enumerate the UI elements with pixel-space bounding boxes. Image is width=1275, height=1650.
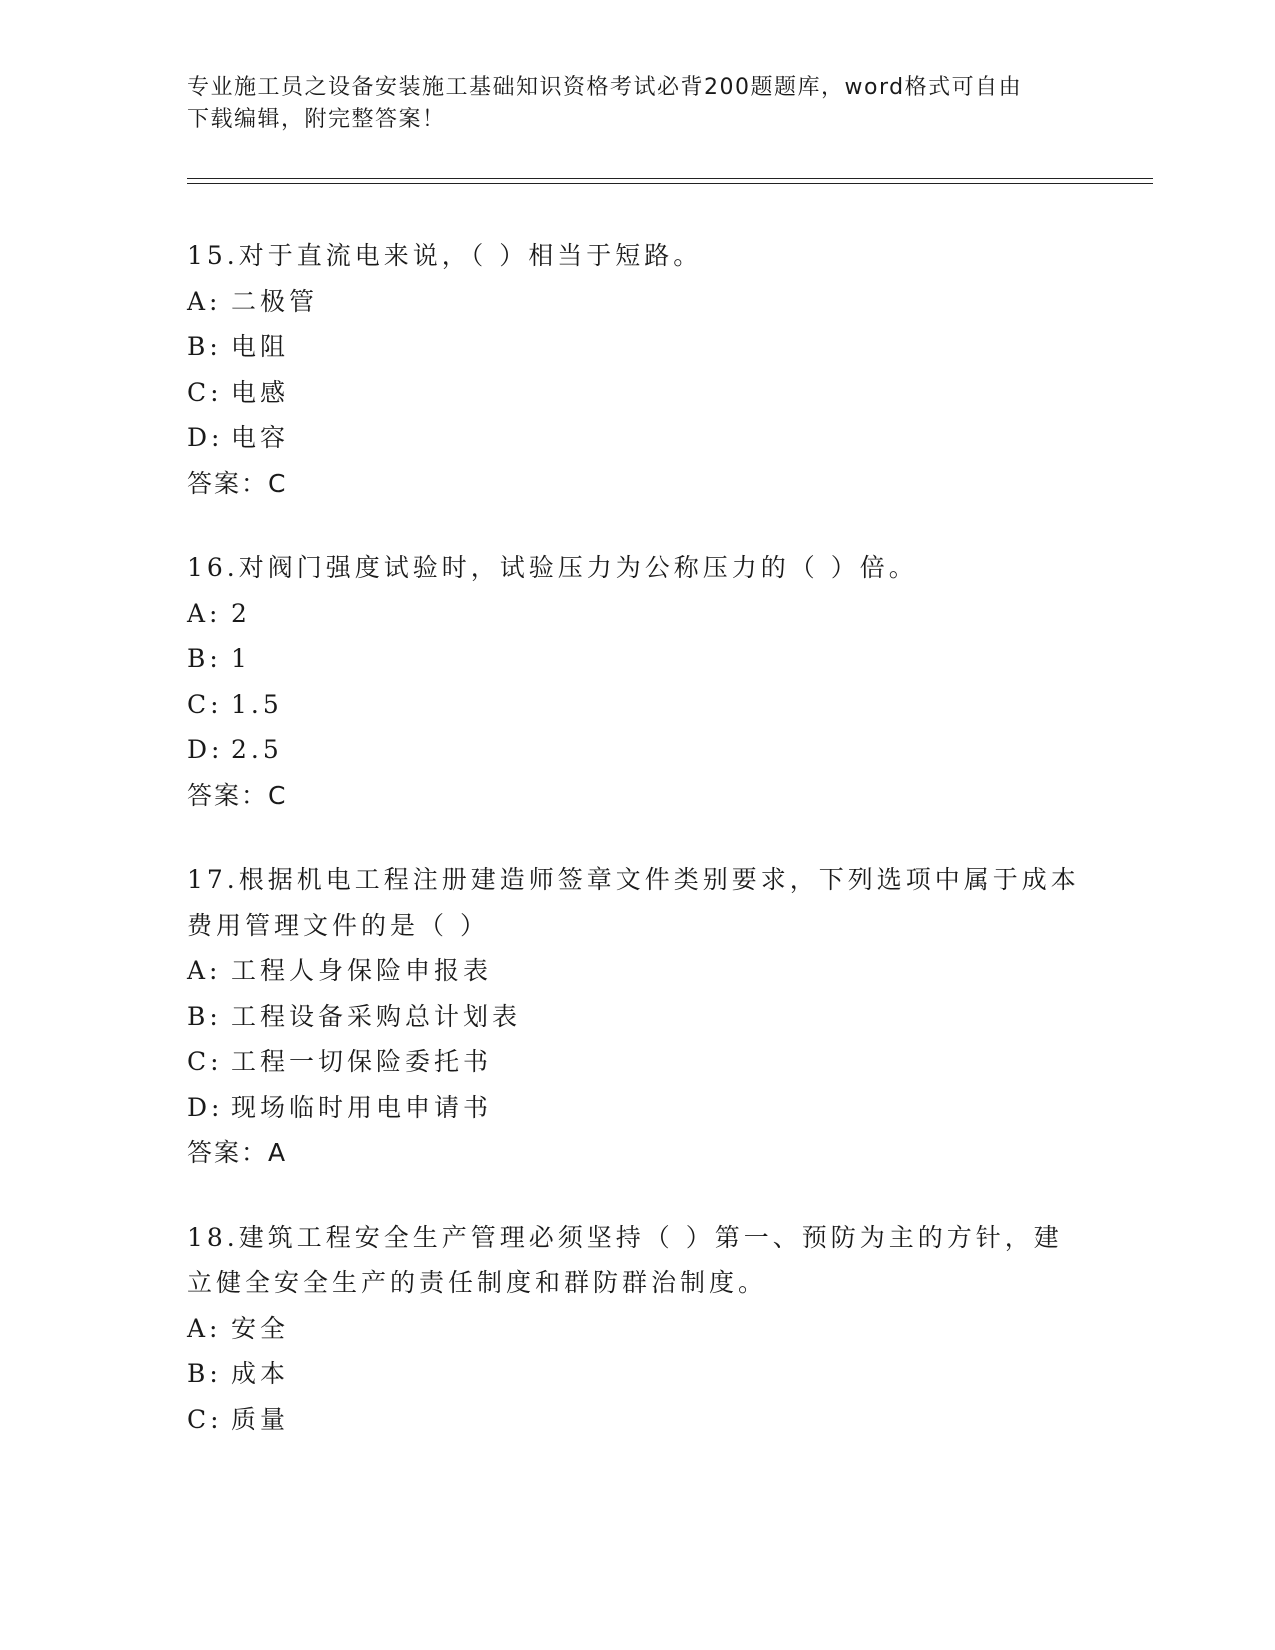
answer-line: 答案：A	[187, 1138, 288, 1167]
question-stem: 16.对阀门强度试验时，试验压力为公称压力的（ ）倍。	[187, 553, 918, 582]
option-text: 电感	[231, 377, 290, 407]
option-key: A:	[187, 1313, 222, 1343]
option-text: 工程设备采购总计划表	[231, 1001, 522, 1031]
header-divider-bottom	[187, 183, 1153, 184]
option-a	[187, 279, 1087, 325]
option-b	[187, 1351, 1087, 1397]
question-16	[187, 545, 1087, 818]
header-divider-top	[187, 178, 1153, 179]
option-key: B:	[187, 332, 222, 361]
option-d	[187, 415, 1087, 461]
option-key: C:	[187, 1047, 223, 1076]
option-text: 2.5	[231, 735, 283, 764]
option-d	[187, 727, 1087, 773]
option-text: 工程人身保险申报表	[231, 956, 493, 985]
option-text: 1.5	[231, 689, 283, 719]
answer-line: 答案：C	[187, 468, 288, 498]
option-key: B:	[187, 1001, 222, 1031]
option-text: 现场临时用电申请书	[231, 1092, 493, 1122]
option-c	[187, 1397, 1087, 1443]
question-stem: 17.根据机电工程注册建造师签章文件类别要求，下列选项中属于成本	[187, 865, 1080, 894]
option-key: B:	[187, 644, 222, 673]
question-stem-continued: 立健全安全生产的责任制度和群防群治制度。	[187, 1268, 768, 1297]
option-text: 电阻	[231, 332, 290, 361]
option-text: 二极管	[231, 286, 319, 316]
option-key: A:	[187, 956, 222, 985]
option-text: 成本	[231, 1359, 290, 1388]
question-stem: 15.对于直流电来说，（ ）相当于短路。	[187, 241, 703, 270]
option-b	[187, 994, 1087, 1040]
option-c	[187, 370, 1087, 416]
header-line-1: 专业施工员之设备安装施工基础知识资格考试必背200题题库，word格式可自由	[187, 75, 1023, 100]
option-a	[187, 948, 1087, 994]
option-b	[187, 636, 1087, 682]
option-text: 安全	[231, 1313, 290, 1343]
question-18	[187, 1215, 1087, 1443]
option-key: D:	[187, 1092, 224, 1122]
document-header	[187, 72, 1087, 136]
option-a	[187, 591, 1087, 637]
question-17	[187, 857, 1087, 1176]
option-key: A:	[187, 598, 222, 628]
option-key: D:	[187, 735, 224, 764]
option-c	[187, 1039, 1087, 1085]
option-text: 2	[231, 598, 251, 628]
option-b	[187, 324, 1087, 370]
option-key: C:	[187, 1404, 223, 1434]
question-list	[187, 233, 1087, 1481]
option-text: 质量	[231, 1404, 290, 1434]
option-key: D:	[187, 423, 224, 452]
question-stem-continued: 费用管理文件的是（ ）	[187, 910, 489, 940]
option-text: 工程一切保险委托书	[231, 1047, 493, 1076]
option-c	[187, 682, 1087, 728]
option-key: B:	[187, 1359, 222, 1388]
option-key: C:	[187, 377, 223, 407]
option-d	[187, 1085, 1087, 1131]
option-key: C:	[187, 689, 223, 719]
question-stem: 18.建筑工程安全生产管理必须坚持（ ）第一、预防为主的方针，建	[187, 1222, 1063, 1252]
question-15	[187, 233, 1087, 506]
header-line-2: 下载编辑，附完整答案！	[187, 107, 446, 132]
option-key: A:	[187, 286, 222, 316]
option-a	[187, 1306, 1087, 1352]
option-text: 电容	[231, 423, 290, 452]
option-text: 1	[231, 644, 251, 673]
answer-line: 答案：C	[187, 780, 288, 810]
